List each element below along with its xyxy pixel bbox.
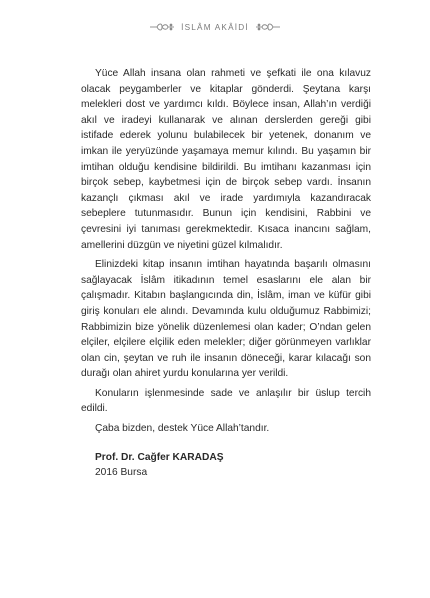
- paragraph-4: Çaba bizden, destek Yüce Allah’tandır.: [95, 423, 270, 435]
- paragraph-2: Elinizdeki kitap insanın imtihan hayatında başarılı olmasını sağlayacak İslâm itikadının temel esaslarını ele alan bir çalışmadır. Kitabın başlangıcında din, İslâm, iman ve küfür gibi giriş konuları ele alındı. Devamında kulu olduğumuz Rabbimizi; Rabbimizin bize yönelik düzenlemesi olan kader; O’ndan gelen elçiler, elçilere elçilik eden melekler; diğer görünmeyen varlıklar olan cin, şeytan ve ruh ile insanın döneceği, karar kılacağı son durağı olan ahiret yurdu konularına yer verildi.: [81, 259, 371, 380]
- paragraph-1: Yüce Allah insana olan rahmeti ve şefkati ile ona kılavuz olacak peygamberler ve kitaplar gönderdi. Şeytana karşı melekleri dost ve yardımcı kıldı. Böylece insan, Allah’ın verdiği akıl ve iradeyi kullanarak ve alınan derslerden gereği gibi istifade ederek yolunu bulabilecek bir yetenek, donanım ve imkan ile yeryüzünde yaşamaya memur kılındı. Bu yaşamın bir imtihan olduğu kendisine bildirildi. Bu imtihanı kazanması için birçok sebep, kaybetmesi için de birçok sebep vardı. İnsanın kazançlı çıkması akıl ve irade yardımıyla kazandıracak sebeplere tutunmasıdır. Bunun için kendisini, Rabbini ve çevresini iyi tanıması gerekmektedir. Kısaca inancını sağlam, amellerini düzgün ve niyetini güzel kılmalıdır.: [81, 68, 371, 251]
- author-name: Prof. Dr. Cağfer KARADAŞ: [95, 451, 224, 463]
- ornament-right-icon: [255, 22, 281, 32]
- ornament-left-icon: [149, 22, 175, 32]
- signature-block: [81, 450, 371, 481]
- running-head-title: İSLÂM AKÂİDİ: [181, 22, 249, 32]
- running-head: [0, 22, 430, 32]
- preface-body: [81, 66, 371, 481]
- paragraph-3: Konuların işlenmesinde sade ve anlaşılır bir üslup tercih edildi.: [81, 387, 371, 415]
- place-year: 2016 Bursa: [95, 467, 148, 479]
